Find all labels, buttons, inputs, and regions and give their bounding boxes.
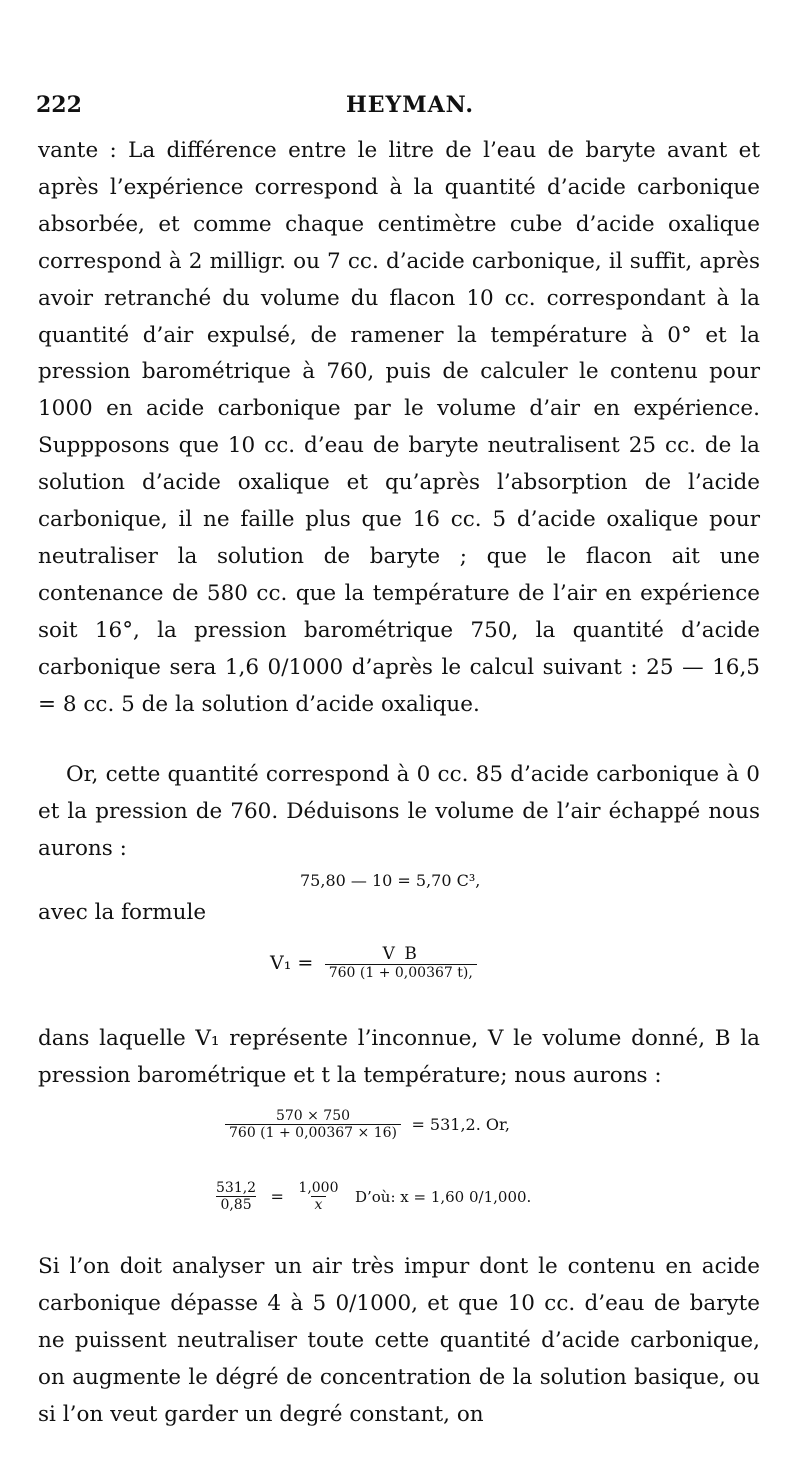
paragraph-1: vante : La différence entre le litre de l’eau de baryte avant et après l’expérience correspond à la quantité d’acide carbonique absorbée, et comme chaque centimètre cube d’acide oxalique correspond à 2 milligr. ou 7 cc. d’acide carbonique, il suffit, après avoir retranché du volume du flacon 10 cc. correspondant à la quantité d’air expulsé, de ramener la température à 0° et la pression barométrique à 760, puis de calculer le contenu pour 1000 en acide carbonique par le volume d’air en expérience. Suppposons que 10 cc. d’eau de baryte neutralisent 25 cc. de la solution d’acide oxalique et qu’après l’absorption de l’acide carbonique, il ne faille plus que 16 cc. 5 d’acide oxalique pour neutraliser la solution de baryte ; que le flacon ait une contenance de 580 cc. que la température de l’air en expérience soit 16°, la pression barométrique 750, la quantité d’acide carbonique sera 1,6 0/1000 d’après le calcul suivant : 25 — 16,5 = 8 cc. 5 de la solution d’acide oxalique. [38, 138, 760, 717]
proportion-result: D’où: x = 1,60 0/1,000. [354, 1187, 532, 1206]
paragraph-5: Si l’on doit analyser un air très impur dont le contenu en acide carbonique dépasse 4 à 5 0/1000, et que 10 cc. d’eau de baryte ne puissent neutraliser toute cette quantité d’acide carbonique, on augmente le dégré de concentration de la solution basique, ou si l’on veut garder un degré constant, on [38, 1254, 760, 1427]
proportion-fraction-a [212, 1180, 260, 1213]
running-head: HEYMAN. [346, 92, 475, 118]
equation-formula [270, 944, 477, 981]
paragraph-2: Or, cette quantité correspond à 0 cc. 85 d’acide carbonique à 0 et la pression de 760. Déduisons le volume de l’air échappé nous aurons : [38, 762, 760, 861]
equation-proportion [212, 1180, 531, 1213]
calc-denominator: 760 (1 + 0,00367 × 16) [225, 1124, 401, 1141]
formula-denominator: 760 (1 + 0,00367 t), [325, 964, 477, 981]
proportion-denominator-b: x [311, 1196, 327, 1213]
formula-lhs: V₁ = [270, 951, 314, 974]
equation-volume-difference: 75,80 — 10 = 5,70 C³, [300, 871, 481, 890]
proportion-denominator-a: 0,85 [216, 1196, 255, 1213]
proportion-numerator-a: 531,2 [216, 1180, 257, 1196]
calc-fraction [225, 1108, 401, 1141]
formula-fraction [325, 944, 477, 981]
proportion-equals: = [270, 1187, 284, 1206]
paragraph-3: avec la formule [38, 900, 207, 925]
calc-result: = 531,2. Or, [411, 1115, 510, 1134]
formula-numerator: V B [382, 944, 419, 964]
proportion-numerator-b: 1,000 [298, 1180, 339, 1196]
equation-calculation [225, 1108, 510, 1141]
paragraph-4: dans laquelle V₁ représente l’inconnue, V le volume donné, B la pression barométrique et t la température; nous aurons : [38, 1026, 760, 1088]
page-number: 222 [36, 92, 82, 118]
page-header [36, 92, 756, 122]
proportion-fraction-b [294, 1180, 342, 1213]
calc-numerator: 570 × 750 [275, 1108, 351, 1124]
